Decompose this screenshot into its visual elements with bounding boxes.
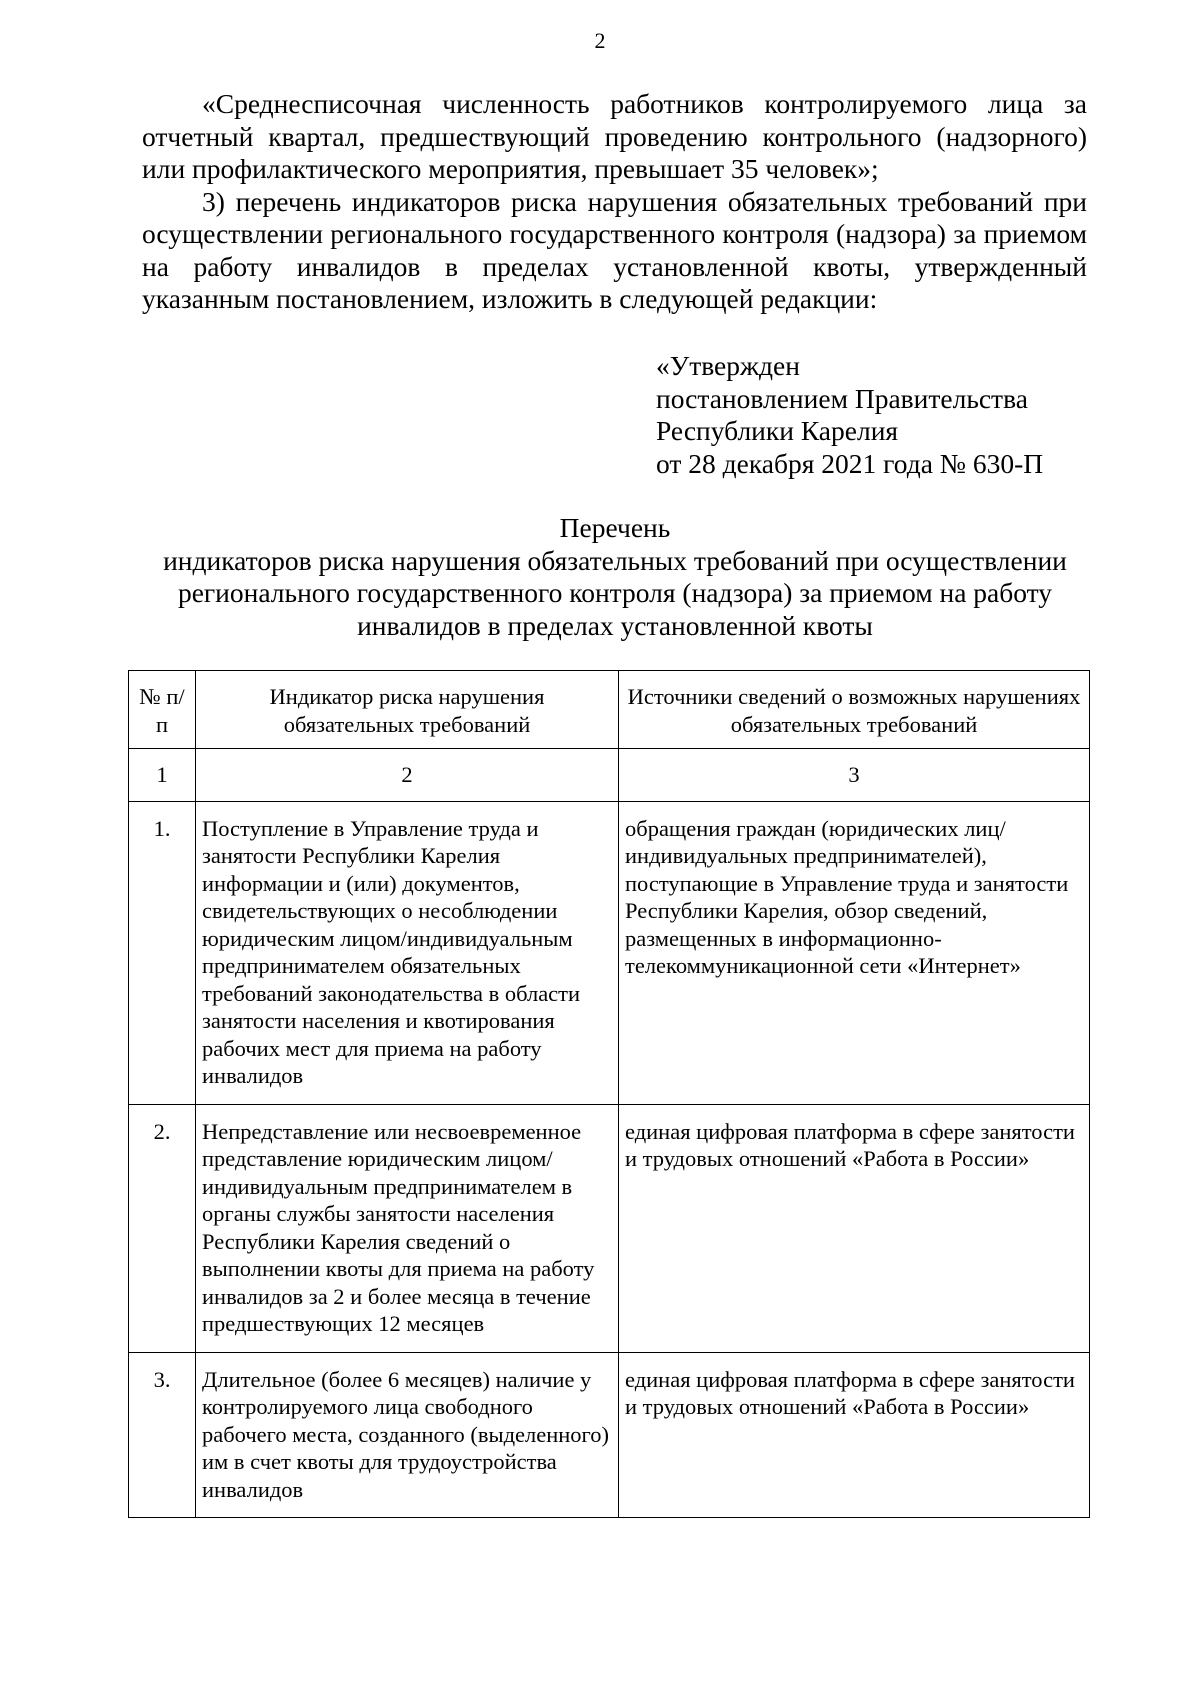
row-indicator: Длительное (более 6 месяцев) наличие у контролируемого лица свободного рабочего места, созданного (выделенного) им в счет квоты для трудоустройства инвалидов: [196, 1352, 619, 1518]
table-row: [129, 1104, 1090, 1352]
column-number: 3: [619, 749, 1090, 802]
approval-line: «Утвержден: [656, 350, 800, 381]
body-text: [142, 88, 1087, 316]
approval-line: постановлением Правительства: [656, 382, 1028, 414]
table-row: [129, 1352, 1090, 1518]
page-number: 2: [594, 28, 606, 53]
approval-line: от 28 декабря 2021 года № 630-П: [656, 447, 1044, 479]
header-sources: Источники сведений о возможных нарушениях обязательных требований: [619, 671, 1090, 749]
header-indicator: Индикатор риска нарушения обязательных требований: [196, 671, 619, 749]
approval-stamp: [656, 350, 1043, 480]
heading-line: регионального государственного контроля (надзора) за приемом на работу: [177, 577, 1053, 608]
paragraph-indicator-list: 3) перечень индикаторов риска нарушения обязательных требований при осуществлении регионального государственного контроля (надзора) за приемом на работу инвалидов в пределах установленной квоты, утвержденный указанным постановлением, изложить в следующей редакции:: [142, 185, 1087, 314]
table-row: [129, 801, 1090, 1104]
row-indicator: Непредставление или несвоевременное представление юридическим лицом/индивидуальным предпринимателем в органы службы занятости населения Республики Карелия сведений о выполнении квоты для приема на работу инвалидов за 2 и более месяца в течение предшествующих 12 месяцев: [196, 1104, 619, 1352]
heading-line: инвалидов в пределах установленной квоты: [357, 609, 873, 641]
row-source: обращения граждан (юридических лиц/индивидуальных предпринимателей), поступающие в Управление труда и занятости Республики Карелия, обзор сведений, размещенных в информационно-телекоммуникационной сети «Интернет»: [619, 801, 1090, 1104]
column-number-row: [129, 749, 1090, 802]
table-header-row: [129, 671, 1090, 749]
column-number: 1: [129, 749, 196, 802]
paragraph-employee-count: «Среднесписочная численность работников контролируемого лица за отчетный квартал, предшествующий проведению контрольного (надзорного) или профилактического мероприятия, превышает 35 человек»;: [142, 88, 1087, 184]
row-source: единая цифровая платформа в сфере занятости и трудовых отношений «Работа в России»: [619, 1352, 1090, 1518]
row-source: единая цифровая платформа в сфере занятости и трудовых отношений «Работа в России»: [619, 1104, 1090, 1352]
row-number: 3.: [129, 1352, 196, 1518]
column-number: 2: [196, 749, 619, 802]
indicators-table: [128, 670, 1090, 1518]
row-indicator: Поступление в Управление труда и занятости Республики Карелия информации и (или) документов, свидетельствующих о несоблюдении юридическим лицом/индивидуальным предпринимателем обязательных требований законодательства в области занятости населения и квотирования рабочих мест для приема на работу инвалидов: [196, 801, 619, 1104]
document-heading: [130, 512, 1100, 642]
heading-line: индикаторов риска нарушения обязательных требований при осуществлении: [163, 544, 1067, 576]
row-number: 2.: [129, 1104, 196, 1352]
approval-line: Республики Карелия: [656, 415, 899, 446]
row-number: 1.: [129, 801, 196, 1104]
heading-title: Перечень: [559, 512, 671, 543]
header-number: № п/п: [129, 671, 196, 749]
